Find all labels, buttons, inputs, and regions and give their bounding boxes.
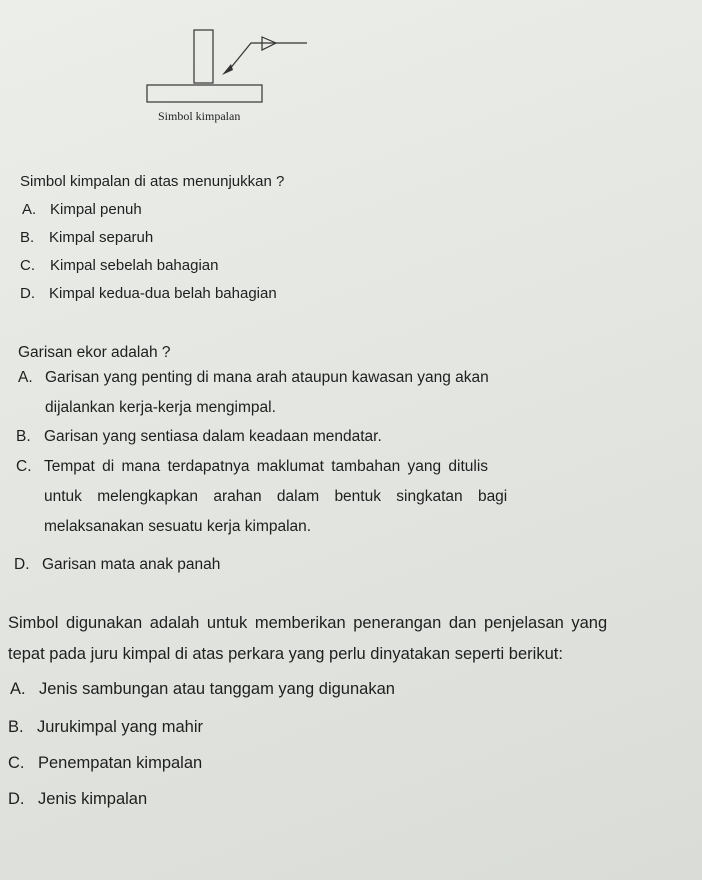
- option-a-line-2: dijalankan kerja-kerja mengimpal.: [45, 399, 276, 416]
- question-prompt-line-1: Simbol digunakan adalah untuk memberikan penerangan dan penjelasan yang: [8, 614, 608, 632]
- option-letter: C.: [16, 458, 32, 475]
- option-a-text: Kimpal penuh: [50, 201, 142, 218]
- option-c-text: Penempatan kimpalan: [38, 754, 203, 772]
- option-d-line-1: Garisan mata anak panah: [42, 556, 221, 573]
- option-b-line-1: Garisan yang sentiasa dalam keadaan mendatar.: [44, 428, 382, 445]
- option-letter: A.: [22, 201, 37, 218]
- option-letter: B.: [16, 428, 31, 445]
- option-c-line-1: Tempat di mana terdapatnya maklumat tambahan yang ditulis: [44, 458, 489, 475]
- question-prompt-line-2: tepat pada juru kimpal di atas perkara yang perlu dinyatakan seperti berikut:: [8, 645, 563, 663]
- vertical-plate: [194, 30, 213, 83]
- arrow-head: [222, 64, 233, 75]
- option-a-line-1: Garisan yang penting di mana arah ataupun kawasan yang akan: [45, 369, 489, 386]
- option-b-text: Kimpal separuh: [49, 229, 154, 246]
- option-d-text: Jenis kimpalan: [38, 790, 148, 808]
- option-a-text: Jenis sambungan atau tanggam yang digunakan: [39, 680, 395, 698]
- question-prompt: Garisan ekor adalah ?: [18, 344, 171, 361]
- option-letter: D.: [14, 556, 30, 573]
- option-letter: C.: [20, 257, 35, 274]
- option-letter: B.: [20, 229, 35, 246]
- option-c-text: Kimpal sebelah bahagian: [50, 257, 219, 274]
- option-c-line-3: melaksanakan sesuatu kerja kimpalan.: [44, 518, 312, 535]
- option-letter: D.: [8, 790, 25, 808]
- figure-caption: Simbol kimpalan: [158, 109, 241, 123]
- option-d-text: Kimpal kedua-dua belah bahagian: [49, 285, 277, 302]
- option-letter: A.: [18, 369, 33, 386]
- base-plate: [147, 85, 262, 102]
- option-letter: C.: [8, 754, 25, 772]
- option-letter: A.: [10, 680, 26, 698]
- option-letter: D.: [20, 285, 35, 302]
- option-c-line-2: untuk melengkapkan arahan dalam bentuk singkatan bagi: [44, 488, 508, 505]
- option-letter: B.: [8, 718, 24, 736]
- question-prompt: Simbol kimpalan di atas menunjukkan ?: [20, 173, 285, 190]
- option-b-text: Jurukimpal yang mahir: [37, 718, 203, 736]
